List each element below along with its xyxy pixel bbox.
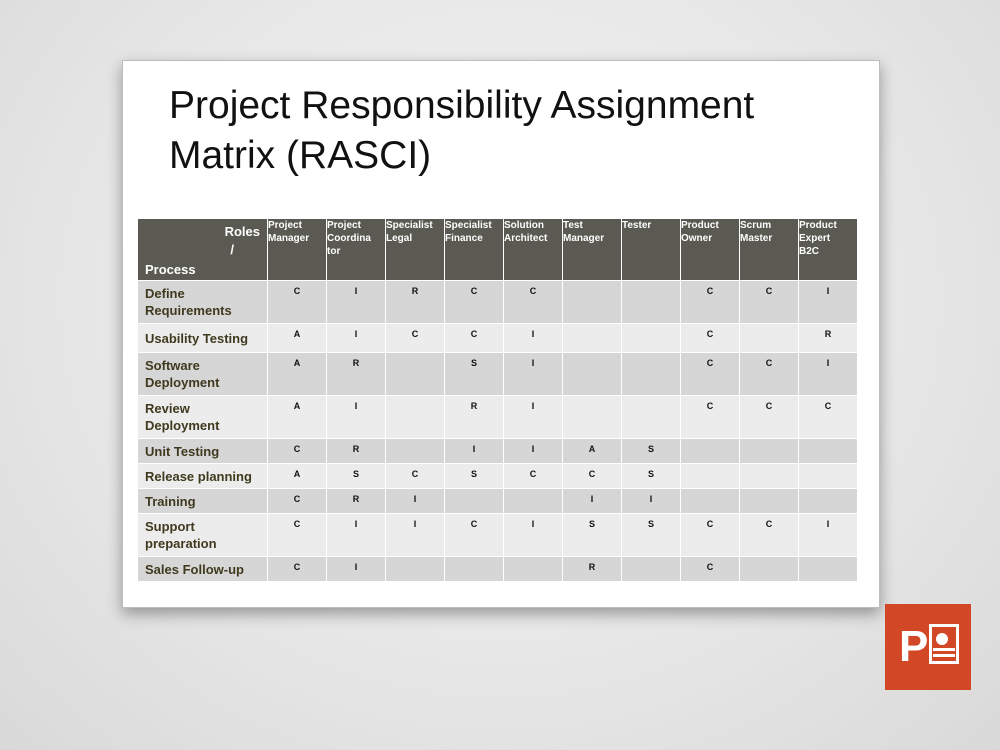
rasci-cell: C [740,281,799,324]
title-line-1: Project Responsibility Assignment [169,84,755,127]
rasci-cell [799,464,858,489]
rasci-cell [681,439,740,464]
rasci-cell: S [622,464,681,489]
rasci-cell: I [386,514,445,557]
process-label: Process [145,262,196,277]
rasci-cell: C [799,396,858,439]
role-header-4: Solution Architect [504,219,563,281]
rasci-cell: C [681,324,740,353]
table-row [138,489,858,514]
rasci-cell: I [445,439,504,464]
rasci-cell: C [681,281,740,324]
rasci-cell [799,439,858,464]
role-header-2: Specialist Legal [386,219,445,281]
rasci-cell: R [799,324,858,353]
rasci-cell: C [504,464,563,489]
rasci-cell [445,557,504,582]
process-label-cell: Software Deployment [138,353,268,396]
rasci-cell: A [268,353,327,396]
table-row [138,324,858,353]
rasci-cell: C [445,281,504,324]
rasci-cell: I [504,439,563,464]
rasci-cell [386,557,445,582]
slide [122,60,880,608]
rasci-cell [622,324,681,353]
rasci-cell [740,464,799,489]
table-row [138,464,858,489]
rasci-cell: C [740,514,799,557]
rasci-cell: C [445,324,504,353]
rasci-cell: R [327,489,386,514]
rasci-cell: A [268,396,327,439]
rasci-matrix-table [137,218,858,582]
rasci-cell: C [268,557,327,582]
role-header-9: Product Expert B2C [799,219,858,281]
process-label-cell: Usability Testing [138,324,268,353]
doc-lines-icon [933,648,955,651]
rasci-cell: R [327,439,386,464]
rasci-cell [386,353,445,396]
rasci-cell: R [563,557,622,582]
table-row [138,557,858,582]
rasci-cell [799,557,858,582]
rasci-cell [386,396,445,439]
slash-label: / [230,242,234,257]
role-header-3: Specialist Finance [445,219,504,281]
table-row [138,514,858,557]
rasci-cell: I [327,557,386,582]
process-label-cell: Training [138,489,268,514]
rasci-cell [681,464,740,489]
rasci-cell: C [681,353,740,396]
rasci-cell: C [740,353,799,396]
rasci-cell: A [563,439,622,464]
role-header-8: Scrum Master [740,219,799,281]
rasci-cell [504,557,563,582]
powerpoint-letter: P [899,622,929,671]
rasci-cell: I [327,281,386,324]
rasci-cell: I [799,353,858,396]
rasci-cell [622,396,681,439]
rasci-cell: C [504,281,563,324]
rasci-cell [563,353,622,396]
rasci-cell: A [268,324,327,353]
rasci-cell: R [386,281,445,324]
rasci-cell: I [563,489,622,514]
rasci-cell: I [504,324,563,353]
table-row [138,353,858,396]
rasci-cell [799,489,858,514]
process-label-cell: Sales Follow-up [138,557,268,582]
rasci-cell: I [504,353,563,396]
rasci-cell [504,489,563,514]
powerpoint-icon [885,604,971,690]
process-label-cell: Review Deployment [138,396,268,439]
role-header-7: Product Owner [681,219,740,281]
rasci-cell: C [386,324,445,353]
rasci-cell: I [327,514,386,557]
role-header-6: Tester [622,219,681,281]
rasci-cell [445,489,504,514]
rasci-cell: C [740,396,799,439]
rasci-cell: S [445,353,504,396]
rasci-cell: I [622,489,681,514]
rasci-cell: A [268,464,327,489]
rasci-cell [681,489,740,514]
rasci-cell: I [799,514,858,557]
rasci-cell: S [445,464,504,489]
rasci-cell: I [327,324,386,353]
rasci-cell: I [504,396,563,439]
slide-title [169,81,859,181]
rasci-cell: C [681,514,740,557]
rasci-cell: S [563,514,622,557]
rasci-cell [740,557,799,582]
rasci-cell: S [622,439,681,464]
role-header-0: Project Manager [268,219,327,281]
slide-doc-icon [929,624,959,664]
table-row [138,281,858,324]
rasci-cell: C [563,464,622,489]
process-label-cell: Unit Testing [138,439,268,464]
rasci-cell: S [327,464,386,489]
rasci-cell: R [445,396,504,439]
rasci-cell: I [327,396,386,439]
process-label-cell: Support preparation [138,514,268,557]
role-header-1: Project Coordina tor [327,219,386,281]
table-row [138,396,858,439]
title-line-2: Matrix (RASCI) [169,134,432,177]
rasci-cell: I [504,514,563,557]
rasci-cell [563,324,622,353]
rasci-cell [622,281,681,324]
rasci-cell [622,353,681,396]
rasci-cell [386,439,445,464]
rasci-cell [563,396,622,439]
rasci-cell: R [327,353,386,396]
corner-header-cell [138,219,268,281]
rasci-cell: C [268,281,327,324]
process-label-cell: Release planning [138,464,268,489]
rasci-cell [563,281,622,324]
rasci-cell: I [799,281,858,324]
rasci-cell: C [268,489,327,514]
rasci-cell [740,439,799,464]
rasci-cell [740,489,799,514]
rasci-cell: C [268,514,327,557]
rasci-cell: C [268,439,327,464]
rasci-cell: C [445,514,504,557]
table-row [138,439,858,464]
process-label-cell: Define Requirements [138,281,268,324]
rasci-cell [740,324,799,353]
role-header-5: Test Manager [563,219,622,281]
rasci-cell: C [681,396,740,439]
rasci-cell: C [386,464,445,489]
rasci-cell: S [622,514,681,557]
rasci-cell: C [681,557,740,582]
rasci-cell [622,557,681,582]
header-row [138,219,858,281]
rasci-cell: I [386,489,445,514]
roles-label: Roles [224,224,260,239]
